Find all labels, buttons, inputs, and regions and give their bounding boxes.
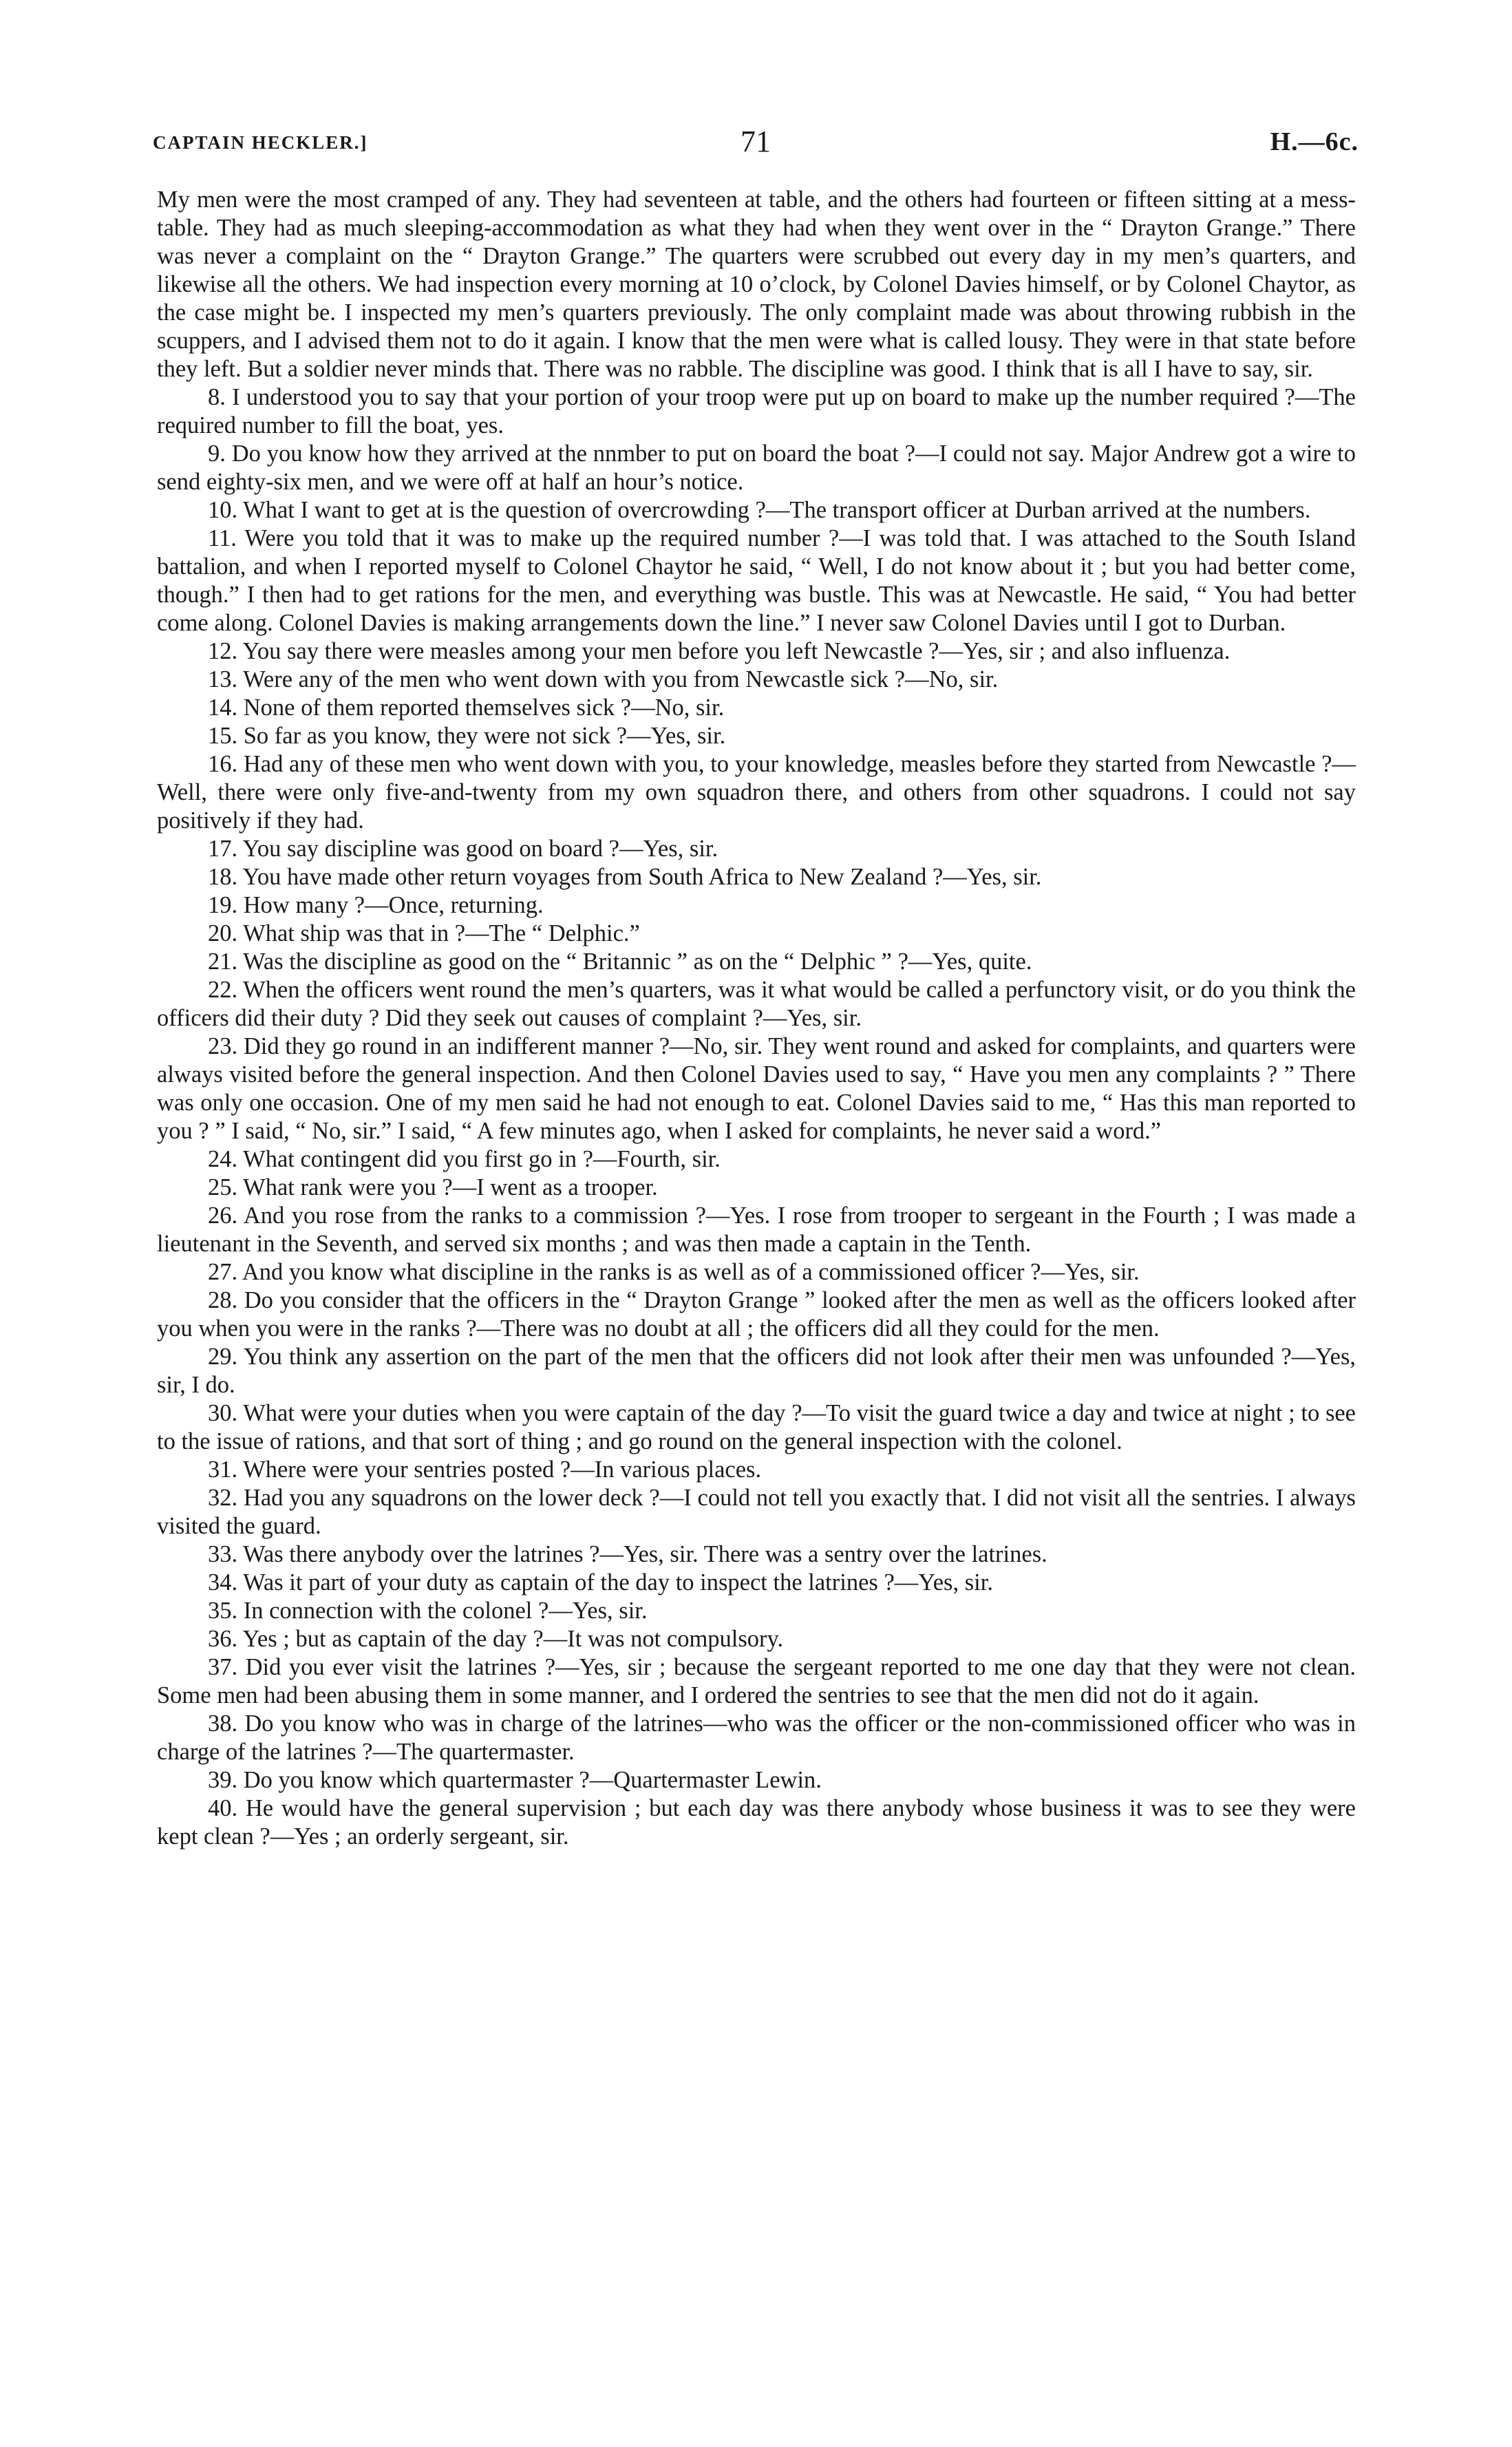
question-paragraph: 21. Was the discipline as good on the “ Britannic ” as on the “ Delphic ” ?—Yes, quite. <box>208 949 1032 975</box>
question-paragraph: 36. Yes ; but as captain of the day ?—It was not compulsory. <box>208 1626 784 1652</box>
question-paragraph: 39. Do you know which quartermaster ?—Quartermaster Lewin. <box>208 1767 822 1793</box>
question-paragraph: 16. Had any of these men who went down with you, to your knowledge, measles before they started from Newcastle ?—Well, there were only five-and-twenty from my own squadron there, and others from other squadrons. I could not say positively if they had. <box>157 751 1356 834</box>
question-paragraph: 17. You say discipline was good on board ?—Yes, sir. <box>208 836 718 862</box>
question-paragraph: 9. Do you know how they arrived at the nnmber to put on board the boat ?—I could not say. Major Andrew got a wire to send eighty-six men, and we were off at half an hour’s notice. <box>157 441 1356 495</box>
question-paragraph: 28. Do you consider that the officers in the “ Drayton Grange ” looked after the men as well as the officers looked after you when you were in the ranks ?—There was no doubt at all ; the officers did all they could for the men. <box>157 1287 1356 1342</box>
question-paragraph: 10. What I want to get at is the question of overcrowding ?—The transport officer at Durban arrived at the numbers. <box>208 497 1311 523</box>
question-paragraph: 20. What ship was that in ?—The “ Delphic.” <box>208 920 640 946</box>
page-number: 71 <box>741 125 771 158</box>
running-head-witness: CAPTAIN HECKLER.] <box>153 132 368 153</box>
question-paragraph: 24. What contingent did you first go in ?—Fourth, sir. <box>208 1146 721 1172</box>
question-paragraph: 40. He would have the general supervision ; but each day was there anybody whose business it was to see they were kept clean ?—Yes ; an orderly sergeant, sir. <box>157 1795 1356 1850</box>
document-reference: H.—6c. <box>1270 127 1359 156</box>
page-body <box>157 186 1356 1851</box>
question-paragraph: 27. And you know what discipline in the ranks is as well as of a commissioned officer ?—Yes, sir. <box>208 1259 1140 1285</box>
question-paragraph: 33. Was there anybody over the latrines ?—Yes, sir. There was a sentry over the latrines. <box>208 1541 1047 1567</box>
page-header <box>153 124 1359 172</box>
question-paragraph: 19. How many ?—Once, returning. <box>208 892 544 918</box>
question-paragraph: 29. You think any assertion on the part of the men that the officers did not look after their men was unfounded ?—Yes, sir, I do. <box>157 1344 1356 1398</box>
question-paragraph: 15. So far as you know, they were not sick ?—Yes, sir. <box>208 723 726 749</box>
question-paragraph: 11. Were you told that it was to make up the required number ?—I was told that. I was attached to the South Island battalion, and when I reported myself to Colonel Chaytor he said, “ Well, I do not know about it ; but you had better come, though.” I then had to get rations for the men, and everything was bustle. This was at Newcastle. He said, “ You had better come along. Colonel Davies is making arrangements down the line.” I never saw Colonel Davies until I got to Durban. <box>157 525 1356 636</box>
question-paragraph: 38. Do you know who was in charge of the latrines—who was the officer or the non-commissioned officer who was in charge of the latrines ?—The quartermaster. <box>157 1710 1356 1765</box>
question-paragraph: 14. None of them reported themselves sick ?—No, sir. <box>208 695 725 721</box>
question-paragraph: 32. Had you any squadrons on the lower deck ?—I could not tell you exactly that. I did not visit all the sentries. I always visited the guard. <box>157 1485 1356 1539</box>
question-paragraph: 31. Where were your sentries posted ?—In various places. <box>208 1456 762 1483</box>
question-paragraph: 18. You have made other return voyages from South Africa to New Zealand ?—Yes, sir. <box>208 864 1042 890</box>
intro-paragraph: My men were the most cramped of any. They had seventeen at table, and the others had fourteen or fifteen sitting at a mess-table. They had as much sleeping-accommodation as what they had when they went over in the “ Drayton Grange.” There was never a complaint on the “ Drayton Grange.” The quarters were scrubbed out every day in my men’s quarters, and likewise all the others. We had inspection every morning at 10 o’clock, by Colonel Davies himself, or by Colonel Chaytor, as the case might be. I inspected my men’s quarters previously. The only complaint made was about throwing rubbish in the scuppers, and I advised them not to do it again. I know that the men were what is called lousy. They were in that state before they left. But a soldier never minds that. There was no rabble. The discipline was good. I think that is all I have to say, sir. <box>157 187 1356 382</box>
question-paragraph: 22. When the officers went round the men’s quarters, was it what would be called a perfunctory visit, or do you think the officers did their duty ? Did they seek out causes of complaint ?—Yes, sir. <box>157 977 1356 1031</box>
question-paragraph: 26. And you rose from the ranks to a commission ?—Yes. I rose from trooper to sergeant in the Fourth ; I was made a lieutenant in the Seventh, and served six months ; and was then made a captain in the Tenth. <box>157 1203 1356 1257</box>
question-paragraph: 13. Were any of the men who went down with you from Newcastle sick ?—No, sir. <box>208 666 999 692</box>
question-paragraph: 37. Did you ever visit the latrines ?—Yes, sir ; because the sergeant reported to me one day that they were not clean. Some men had been abusing them in some manner, and I ordered the sentries to see that the men did not do it again. <box>157 1654 1356 1708</box>
question-paragraph: 12. You say there were measles among your men before you left Newcastle ?—Yes, sir ; and also influenza. <box>208 638 1231 664</box>
question-paragraph: 8. I understood you to say that your portion of your troop were put up on board to make up the number required ?—The required number to fill the boat, yes. <box>157 384 1356 438</box>
question-paragraph: 25. What rank were you ?—I went as a trooper. <box>208 1174 658 1200</box>
question-paragraph: 35. In connection with the colonel ?—Yes, sir. <box>208 1598 648 1624</box>
question-paragraph: 30. What were your duties when you were captain of the day ?—To visit the guard twice a day and twice at night ; to see to the issue of rations, and that sort of thing ; and go round on the general inspection with the colonel. <box>157 1400 1356 1454</box>
question-paragraph: 23. Did they go round in an indifferent manner ?—No, sir. They went round and asked for complaints, and quarters were always visited before the general inspection. And then Colonel Davies used to say, “ Have you men any complaints ? ” There was only one occasion. One of my men said he had not enough to eat. Colonel Davies said to me, “ Has this man reported to you ? ” I said, “ No, sir.” I said, “ A few minutes ago, when I asked for complaints, he never said a word.” <box>157 1033 1356 1144</box>
question-paragraph: 34. Was it part of your duty as captain of the day to inspect the latrines ?—Yes, sir. <box>208 1569 993 1596</box>
